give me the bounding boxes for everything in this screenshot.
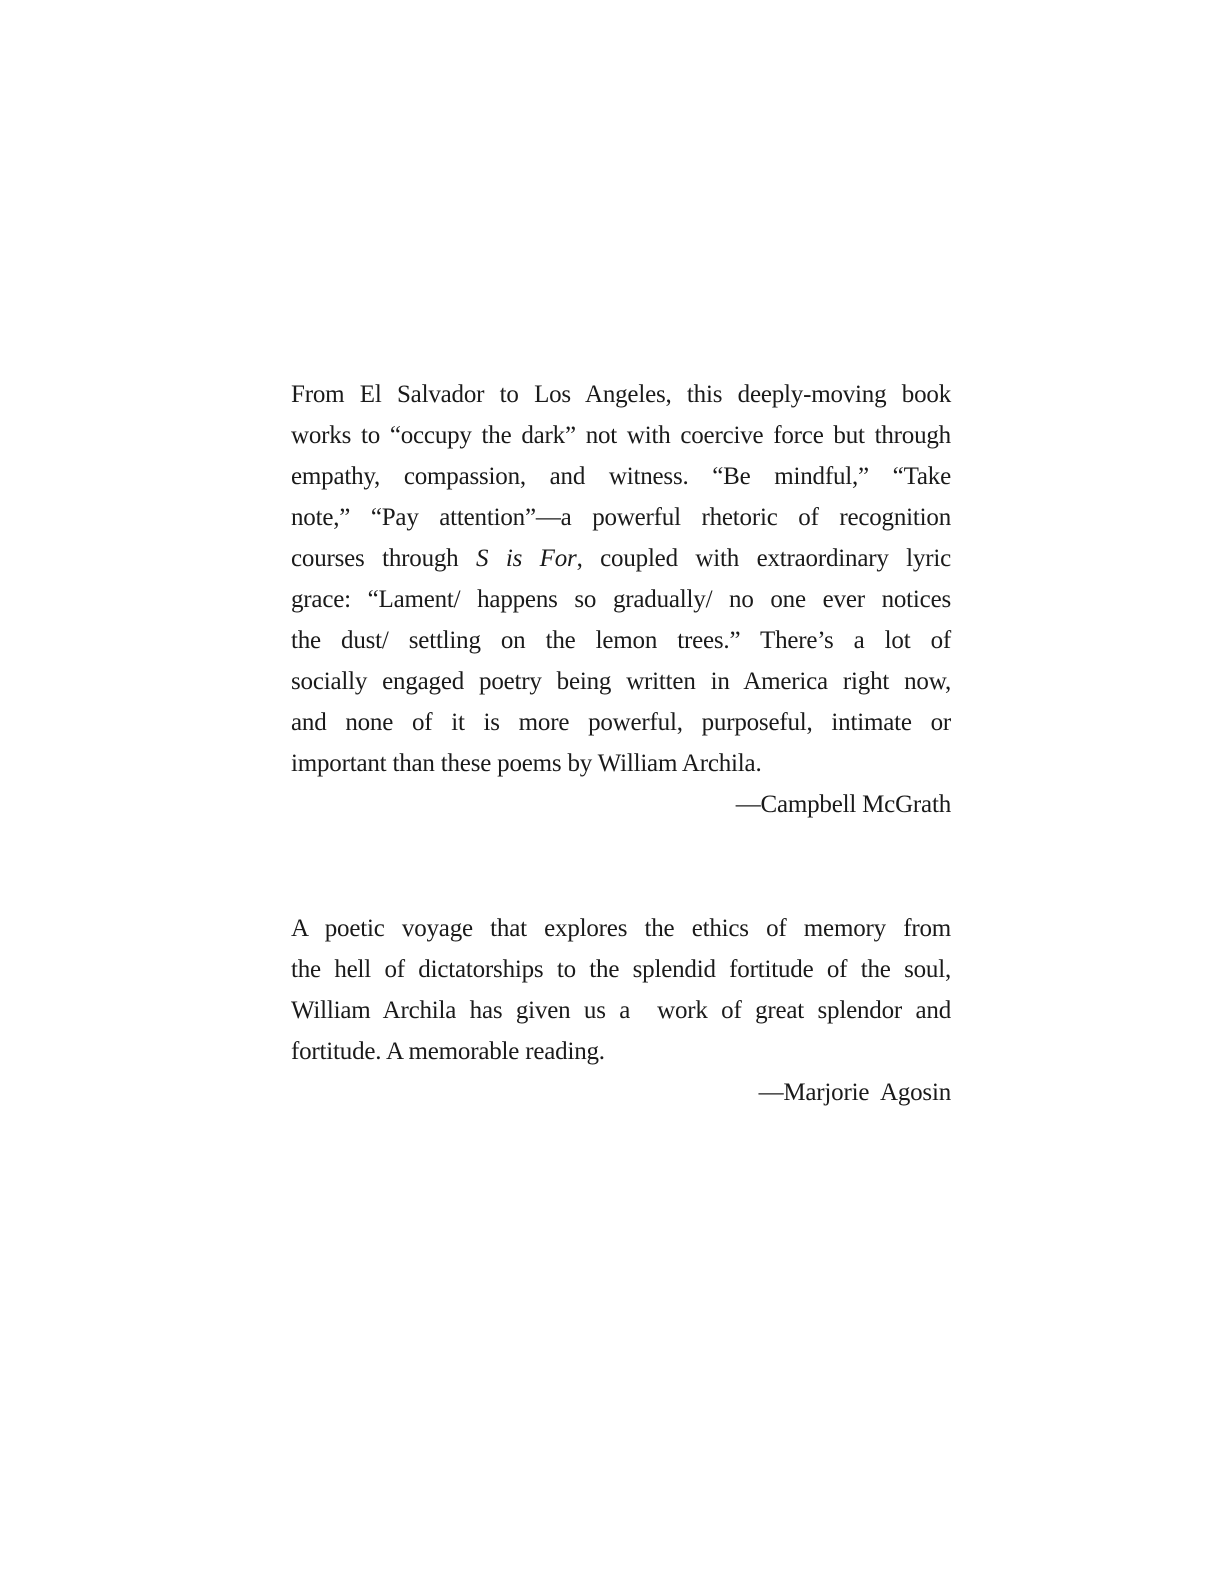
- blurb-line: [291, 374, 951, 415]
- blurb-line: [291, 497, 951, 538]
- text-run: socially engaged poetry being written in America right now,: [291, 668, 951, 695]
- text-run: and none of it is more powerful, purposeful, intimate or: [291, 709, 951, 736]
- blurb-2: [291, 908, 951, 1113]
- attribution: —Campbell McGrath: [735, 791, 951, 818]
- blurb-line: [291, 949, 951, 990]
- text-run: A poetic voyage that explores the ethics of memory from: [291, 915, 951, 942]
- text-run: fortitude. A memorable reading.: [291, 1038, 605, 1065]
- page-content: [291, 374, 951, 1113]
- text-run: the dust/ settling on the lemon trees.” There’s a lot of: [291, 627, 951, 654]
- blurb-line: [291, 415, 951, 456]
- blurb-line: [291, 702, 951, 743]
- attribution: —Marjorie Agosin: [758, 1079, 951, 1106]
- book-title-italic: S is For: [476, 545, 577, 572]
- blurb-line: [291, 990, 951, 1031]
- text-run: grace: “Lament/ happens so gradually/ no one ever notices: [291, 586, 951, 613]
- blurb-line: [291, 1031, 951, 1072]
- blurb-line: [291, 579, 951, 620]
- text-run: courses through: [291, 545, 477, 572]
- text-run: , coupled with extraordinary lyric: [576, 545, 951, 572]
- text-run: William Archila has given us a work of great splendor and: [291, 997, 951, 1024]
- blurb-line: [291, 456, 951, 497]
- blurb-line: [291, 908, 951, 949]
- text-run: the hell of dictatorships to the splendid fortitude of the soul,: [291, 956, 951, 983]
- text-run: empathy, compassion, and witness. “Be mindful,” “Take: [291, 463, 951, 490]
- text-run: note,” “Pay attention”—a powerful rhetoric of recognition: [291, 504, 951, 531]
- text-run: From El Salvador to Los Angeles, this deeply-moving book: [291, 381, 951, 408]
- blurb-1: [291, 374, 951, 825]
- text-run: important than these poems by William Archila.: [291, 750, 762, 777]
- blurb-line: [291, 620, 951, 661]
- blurb-line: [291, 538, 951, 579]
- text-run: works to “occupy the dark” not with coercive force but through: [291, 422, 951, 449]
- blurb-line: [291, 743, 951, 784]
- blurb-line: [291, 661, 951, 702]
